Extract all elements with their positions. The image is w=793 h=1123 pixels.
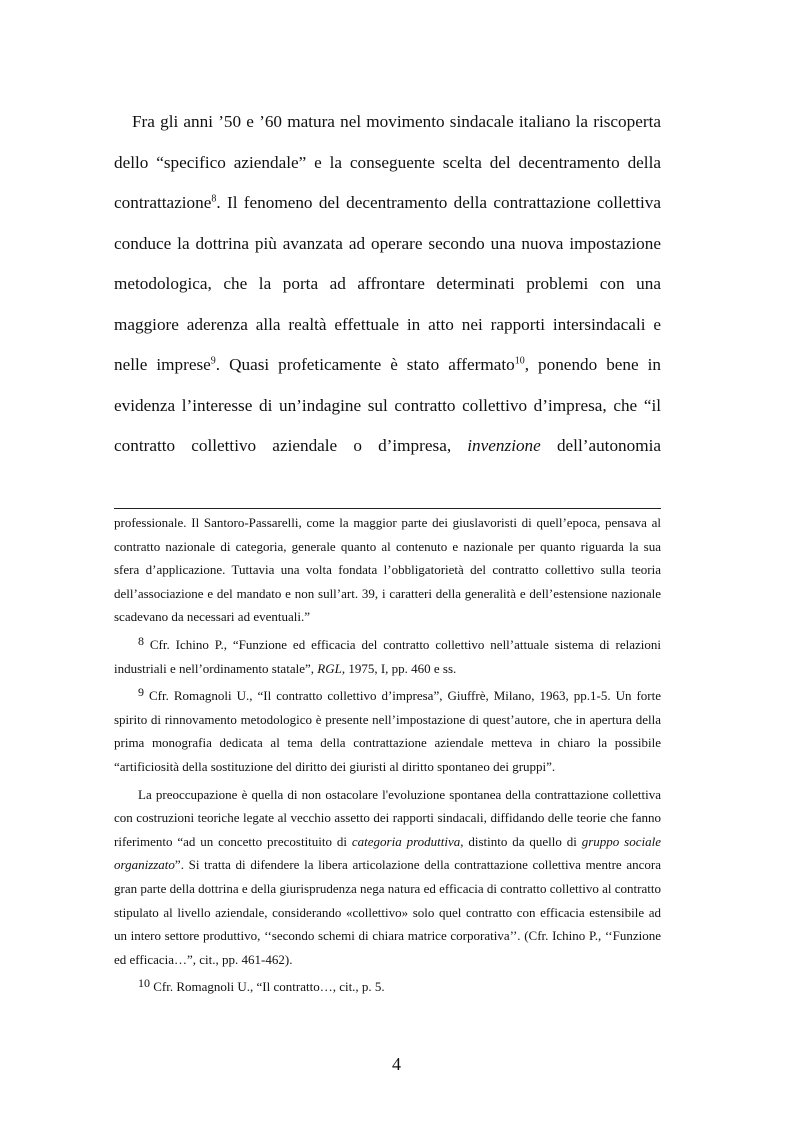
body-text [114,102,661,467]
footnote-10 [114,975,661,999]
footnote-separator [114,508,661,509]
emphasis: invenzione [467,436,541,455]
text-run: , 1975, I, pp. 460 e ss. [341,660,457,676]
text-run: , ponendo bene in evidenza l’interesse di un’indagine sul contratto collettivo d’impresa, che “il contratto collettivo aziendale o d’impresa, [114,355,661,455]
text-run: Cfr. Romagnoli U., “Il contratto collettivo d’impresa”, Giuffrè, Milano, 1963, pp.1-5. Un forte spirito di rinnovamento metodologico è presente nell’impostazione di quest’autore, che in apertura della prima monografia dedicata al tema della contrattazione aziendale metteva in chiaro la possibile “artificiosità della sostituzione del diritto dei giuristi al diritto spontaneo dei gruppi”. [114,688,661,774]
footnote-9 [114,684,661,778]
text-run: La preoccupazione è quella di non ostacolare l'evoluzione spontanea della contrattazione collettiva con costruzioni teoriche legate al vecchio assetto dei rapporti sindacali, diffidando delle teorie che fanno riferimento “ad un concetto precostituito di [114,786,661,849]
emphasis: gruppo sociale organizzato [114,833,661,873]
footnote-ref-10[interactable]: 10 [514,355,525,367]
text-run: , distinto da quello di [460,833,582,849]
footnote-8 [114,633,661,680]
emphasis: categoria produttiva [351,833,461,849]
footnote-9-continued [114,783,661,972]
text-run: Cfr. Romagnoli U., “Il contratto…, cit., p. 5. [150,979,385,995]
footnote-number: 8 [138,633,144,648]
footnote-continuation: professionale. Il Santoro-Passarelli, come la maggior parte dei giuslavoristi di quell’epoca, pensava al contratto nazionale di categoria, generale quanto al contenuto e nazionale per quanto riguarda la sua sfera d’applicazione. Tuttavia una volta fondata l’obbligatorietà del contratto collettivo sulla teoria dell’associazione e del mandato e non sull’art. 39, i caratteri della generalità e dell’estensione nazionale scadevano da necessari ad eventuali.” [114,515,661,625]
footnote-ref-8[interactable]: 8 [211,193,217,205]
text-run: dell’autonomia [540,436,661,455]
footnote-ref-9[interactable]: 9 [210,355,216,367]
text-run: Cfr. Ichino P., “Funzione ed efficacia del contratto collettivo nell’attuale sistema di relazioni industriali e nell’ordinamento statale”, [114,636,661,676]
footnote-number: 9 [138,684,144,699]
footnote-number: 10 [138,975,150,990]
footnotes [114,511,661,999]
emphasis: RGL [317,660,342,676]
page-number: 4 [392,1054,401,1074]
text-run: Fra gli anni ’50 e ’60 matura nel movimento sindacale italiano la riscoperta dello “specifico aziendale” e la conseguente scelta del decentramento della contrattazione [114,112,661,212]
text-run: . Il fenomeno del decentramento della contrattazione collettiva conduce la dottrina più avanzata ad operare secondo una nuova impostazione metodologica, che la porta ad affrontare determinati problemi con una maggiore aderenza alla realtà effettuale in atto nei rapporti intersindacali e nelle imprese [114,193,661,374]
paragraph [114,102,661,467]
text-run: . Quasi profeticamente è stato affermato [215,355,515,374]
text-run: ”. Si tratta di difendere la libera articolazione della contrattazione collettiva mentre ancora gran parte della dottrina e della giurisprudenza nega natura ed efficacia di contratto collettivo al contratto stipulato al livello aziendale, considerando «collettivo» solo quel contratto con efficacia estensibile ad un intero settore produttivo, ‘‘secondo schemi di chiara matrice corporativa’’. (Cfr. Ichino P., ‘‘Funzione ed efficacia…”, cit., pp. 461-462). [114,857,661,967]
